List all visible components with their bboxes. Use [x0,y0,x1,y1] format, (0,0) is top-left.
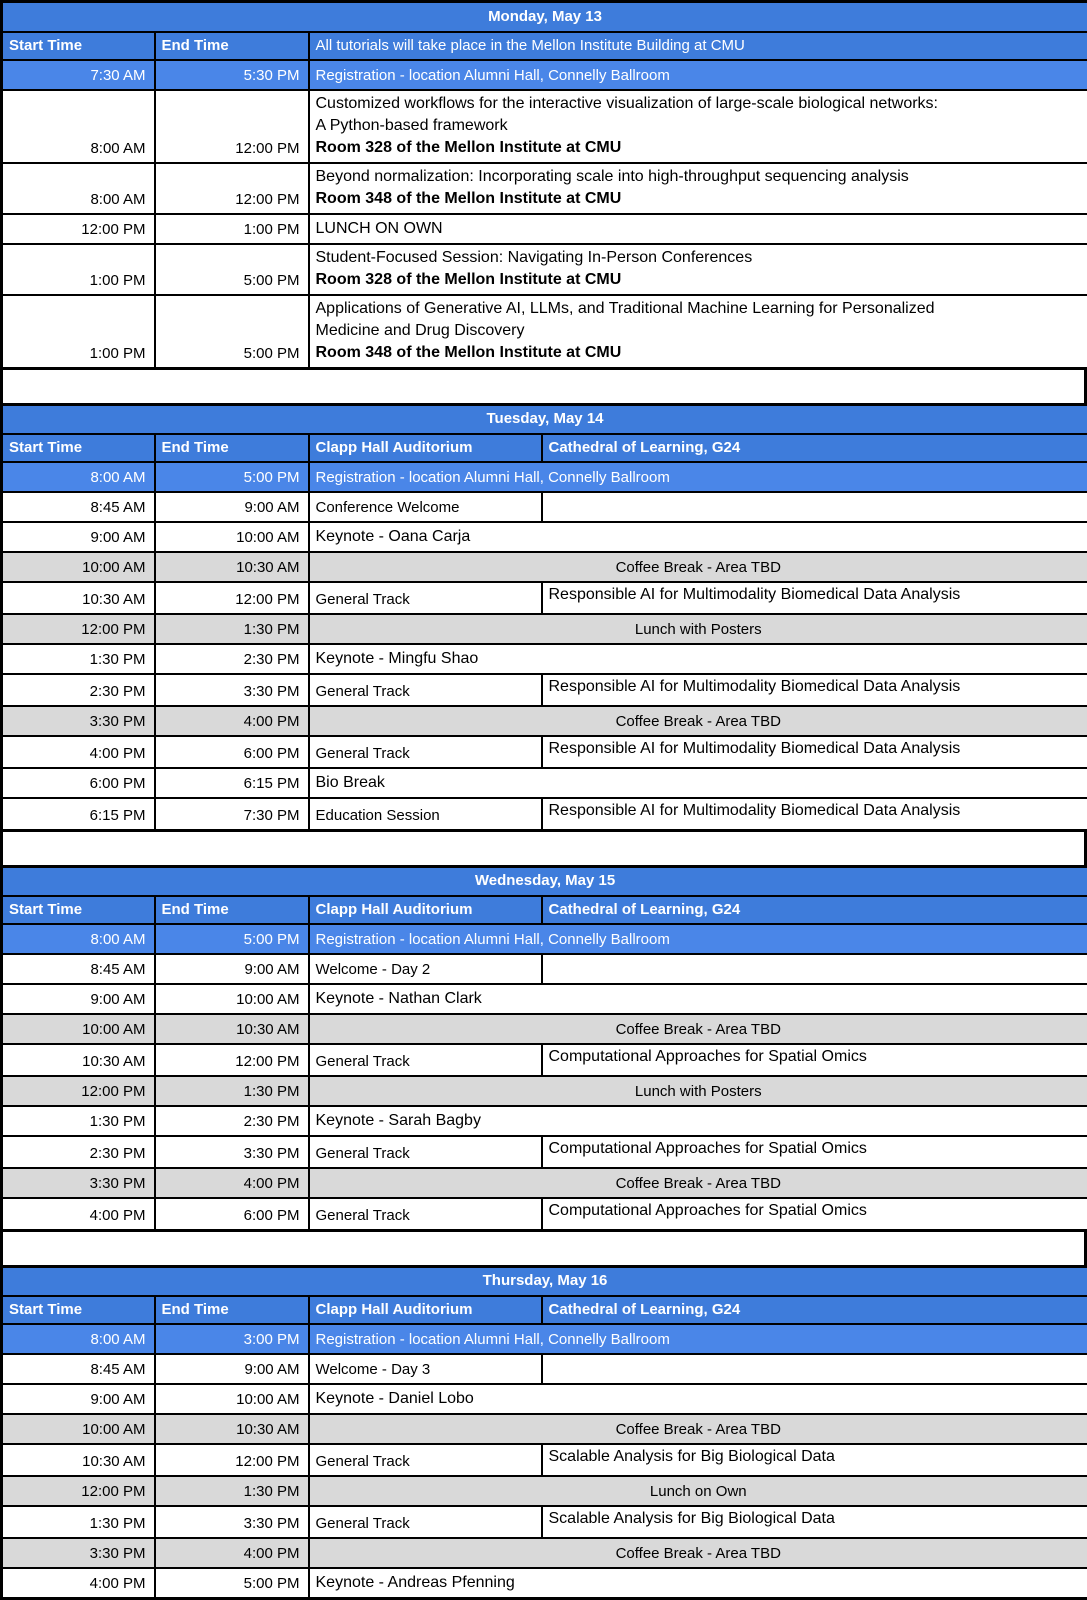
column-header-end-time: End Time [155,434,309,462]
empty-cell [542,1354,1087,1384]
schedule-row [2,462,1087,492]
event-line: Keynote - Oana Carja [316,526,1082,548]
schedule-row [2,1568,1087,1598]
empty-cell [542,954,1087,984]
start-time-cell: 9:00 AM [2,1384,155,1414]
schedule-row [2,736,1087,768]
break-label-cell: Coffee Break - Area TBD [309,552,1087,582]
start-time-cell: 3:30 PM [2,706,155,736]
start-time-cell: 7:30 AM [2,60,155,90]
clapp-event-cell: General Track [309,674,542,706]
table-gap [0,370,1087,403]
cathedral-topic-cell: Computational Approaches for Spatial Omics [542,1198,1087,1230]
schedule-row [2,954,1087,984]
cathedral-topic-cell: Responsible AI for Multimodality Biomedical Data Analysis [542,736,1087,768]
cathedral-topic-cell: Computational Approaches for Spatial Omics [542,1044,1087,1076]
end-time-cell: 5:00 PM [155,1568,309,1598]
day-title: Tuesday, May 14 [2,404,1087,434]
schedule-row [2,768,1087,798]
start-time-cell: 1:30 PM [2,1506,155,1538]
cathedral-topic-cell: Responsible AI for Multimodality Biomedical Data Analysis [542,798,1087,830]
event-cell [309,244,1087,295]
day-title: Thursday, May 16 [2,1266,1087,1296]
column-header-tutorials-note: All tutorials will take place in the Mellon Institute Building at CMU [309,32,1087,60]
clapp-event-cell: General Track [309,1198,542,1230]
event-cell [309,214,1087,244]
schedule-row [2,1168,1087,1198]
schedule-row [2,244,1087,295]
column-header-cathedral: Cathedral of Learning, G24 [542,1296,1087,1324]
end-time-cell: 10:30 AM [155,1014,309,1044]
schedule-row [2,1324,1087,1354]
schedule-row [2,552,1087,582]
end-time-cell: 6:00 PM [155,736,309,768]
end-time-cell: 1:00 PM [155,214,309,244]
column-header-end-time: End Time [155,1296,309,1324]
end-time-cell: 6:15 PM [155,768,309,798]
schedule-row [2,522,1087,552]
clapp-event-cell: Welcome - Day 2 [309,954,542,984]
end-time-cell: 4:00 PM [155,1168,309,1198]
day-table-wednesday [0,865,1087,1232]
clapp-event-cell: Welcome - Day 3 [309,1354,542,1384]
schedule-row [2,984,1087,1014]
event-line: Bio Break [316,772,1082,794]
end-time-cell: 12:00 PM [155,1444,309,1476]
end-time-cell: 1:30 PM [155,1076,309,1106]
end-time-cell: 5:30 PM [155,60,309,90]
schedule-row [2,163,1087,214]
schedule-row [2,1476,1087,1506]
start-time-cell: 10:00 AM [2,552,155,582]
end-time-cell: 9:00 AM [155,954,309,984]
schedule-row [2,674,1087,706]
start-time-cell: 4:00 PM [2,736,155,768]
cathedral-topic-cell: Scalable Analysis for Big Biological Data [542,1444,1087,1476]
start-time-cell: 10:30 AM [2,1444,155,1476]
start-time-cell: 1:00 PM [2,244,155,295]
clapp-event-cell: General Track [309,736,542,768]
schedule-row [2,1444,1087,1476]
start-time-cell: 1:30 PM [2,1106,155,1136]
event-cell [309,163,1087,214]
clapp-event-cell: Conference Welcome [309,492,542,522]
start-time-cell: 4:00 PM [2,1198,155,1230]
start-time-cell: 8:00 AM [2,1324,155,1354]
end-time-cell: 1:30 PM [155,1476,309,1506]
schedule-row [2,1106,1087,1136]
room-line: Room 348 of the Mellon Institute at CMU [316,188,1082,210]
column-header-clapp-hall: Clapp Hall Auditorium [309,434,542,462]
start-time-cell: 8:45 AM [2,492,155,522]
end-time-cell: 3:30 PM [155,1136,309,1168]
room-line: Room 348 of the Mellon Institute at CMU [316,342,1082,364]
end-time-cell: 6:00 PM [155,1198,309,1230]
end-time-cell: 5:00 PM [155,924,309,954]
schedule-row [2,1044,1087,1076]
start-time-cell: 3:30 PM [2,1538,155,1568]
start-time-cell: 8:00 AM [2,163,155,214]
end-time-cell: 5:00 PM [155,244,309,295]
end-time-cell: 2:30 PM [155,1106,309,1136]
column-header-cathedral: Cathedral of Learning, G24 [542,434,1087,462]
column-header-end-time: End Time [155,896,309,924]
schedule-row [2,1414,1087,1444]
event-cell [309,295,1087,369]
event-cell [309,1384,1087,1414]
break-label-cell: Coffee Break - Area TBD [309,706,1087,736]
clapp-event-cell: General Track [309,1044,542,1076]
schedule-row [2,706,1087,736]
event-line: Customized workflows for the interactive visualization of large-scale biological networks: [316,93,1082,115]
event-line: Beyond normalization: Incorporating scale into high-throughput sequencing analysis [316,166,1082,188]
table-gap [0,1232,1087,1265]
start-time-cell: 6:15 PM [2,798,155,830]
start-time-cell: 4:00 PM [2,1568,155,1598]
event-cell [309,768,1087,798]
start-time-cell: 8:45 AM [2,954,155,984]
event-line: A Python-based framework [316,115,1082,137]
column-header-clapp-hall: Clapp Hall Auditorium [309,1296,542,1324]
end-time-cell: 9:00 AM [155,492,309,522]
end-time-cell: 10:00 AM [155,522,309,552]
column-header-clapp-hall: Clapp Hall Auditorium [309,896,542,924]
clapp-event-cell: General Track [309,582,542,614]
day-table-tuesday [0,403,1087,832]
schedule-row [2,1506,1087,1538]
clapp-event-cell: General Track [309,1506,542,1538]
event-cell [309,522,1087,552]
event-line: Student-Focused Session: Navigating In-Person Conferences [316,247,1082,269]
column-header-cathedral: Cathedral of Learning, G24 [542,896,1087,924]
column-header-start-time: Start Time [2,1296,155,1324]
clapp-event-cell: Education Session [309,798,542,830]
start-time-cell: 8:00 AM [2,90,155,163]
break-label-cell: Lunch with Posters [309,614,1087,644]
end-time-cell: 7:30 PM [155,798,309,830]
break-label-cell: Lunch with Posters [309,1076,1087,1106]
start-time-cell: 12:00 PM [2,214,155,244]
schedule-row [2,214,1087,244]
schedule-row [2,295,1087,369]
start-time-cell: 8:00 AM [2,462,155,492]
schedule-row [2,1384,1087,1414]
clapp-event-cell: General Track [309,1136,542,1168]
break-label-cell: Coffee Break - Area TBD [309,1168,1087,1198]
end-time-cell: 12:00 PM [155,1044,309,1076]
schedule-row [2,798,1087,830]
schedule-row [2,1198,1087,1230]
schedule-row [2,1136,1087,1168]
start-time-cell: 1:00 PM [2,295,155,369]
start-time-cell: 2:30 PM [2,1136,155,1168]
event-line: Medicine and Drug Discovery [316,320,1082,342]
end-time-cell: 10:00 AM [155,984,309,1014]
column-header-start-time: Start Time [2,434,155,462]
event-cell [309,1568,1087,1598]
registration-cell: Registration - location Alumni Hall, Connelly Ballroom [309,1324,1087,1354]
event-cell [309,984,1087,1014]
start-time-cell: 12:00 PM [2,1076,155,1106]
schedule-row [2,1354,1087,1384]
column-header-end-time: End Time [155,32,309,60]
cathedral-topic-cell: Responsible AI for Multimodality Biomedical Data Analysis [542,674,1087,706]
day-title: Monday, May 13 [2,2,1087,32]
end-time-cell: 10:30 AM [155,552,309,582]
event-line: Keynote - Andreas Pfenning [316,1572,1082,1594]
end-time-cell: 4:00 PM [155,706,309,736]
schedule-row [2,582,1087,614]
event-line: Keynote - Daniel Lobo [316,1388,1082,1410]
start-time-cell: 8:00 AM [2,924,155,954]
end-time-cell: 3:30 PM [155,674,309,706]
end-time-cell: 12:00 PM [155,163,309,214]
event-line: Keynote - Sarah Bagby [316,1110,1082,1132]
cathedral-topic-cell: Scalable Analysis for Big Biological Data [542,1506,1087,1538]
event-line: Keynote - Nathan Clark [316,988,1082,1010]
start-time-cell: 1:30 PM [2,644,155,674]
end-time-cell: 12:00 PM [155,90,309,163]
room-line: Room 328 of the Mellon Institute at CMU [316,137,1082,159]
clapp-event-cell: General Track [309,1444,542,1476]
end-time-cell: 1:30 PM [155,614,309,644]
schedule-row [2,1538,1087,1568]
start-time-cell: 8:45 AM [2,1354,155,1384]
start-time-cell: 2:30 PM [2,674,155,706]
end-time-cell: 10:30 AM [155,1414,309,1444]
end-time-cell: 3:30 PM [155,1506,309,1538]
start-time-cell: 12:00 PM [2,614,155,644]
end-time-cell: 10:00 AM [155,1384,309,1414]
end-time-cell: 5:00 PM [155,295,309,369]
event-line: LUNCH ON OWN [316,218,1082,240]
day-table-monday [0,0,1087,370]
room-line: Room 328 of the Mellon Institute at CMU [316,269,1082,291]
end-time-cell: 2:30 PM [155,644,309,674]
start-time-cell: 10:30 AM [2,582,155,614]
end-time-cell: 3:00 PM [155,1324,309,1354]
schedule-row [2,492,1087,522]
cathedral-topic-cell: Responsible AI for Multimodality Biomedical Data Analysis [542,582,1087,614]
break-label-cell: Lunch on Own [309,1476,1087,1506]
registration-cell: Registration - location Alumni Hall, Connelly Ballroom [309,60,1087,90]
start-time-cell: 10:00 AM [2,1414,155,1444]
start-time-cell: 9:00 AM [2,984,155,1014]
end-time-cell: 4:00 PM [155,1538,309,1568]
start-time-cell: 12:00 PM [2,1476,155,1506]
schedule-row [2,1076,1087,1106]
break-label-cell: Coffee Break - Area TBD [309,1414,1087,1444]
empty-cell [542,492,1087,522]
column-header-start-time: Start Time [2,32,155,60]
schedule-row [2,614,1087,644]
start-time-cell: 10:00 AM [2,1014,155,1044]
schedule-row [2,90,1087,163]
end-time-cell: 5:00 PM [155,462,309,492]
schedule-row [2,644,1087,674]
start-time-cell: 9:00 AM [2,522,155,552]
registration-cell: Registration - location Alumni Hall, Connelly Ballroom [309,924,1087,954]
day-table-thursday [0,1265,1087,1600]
end-time-cell: 12:00 PM [155,582,309,614]
event-cell [309,644,1087,674]
start-time-cell: 3:30 PM [2,1168,155,1198]
registration-cell: Registration - location Alumni Hall, Connelly Ballroom [309,462,1087,492]
event-line: Keynote - Mingfu Shao [316,648,1082,670]
end-time-cell: 9:00 AM [155,1354,309,1384]
schedule-row [2,924,1087,954]
event-line: Applications of Generative AI, LLMs, and Traditional Machine Learning for Personalized [316,298,1082,320]
event-cell [309,90,1087,163]
table-gap [0,832,1087,865]
event-cell [309,1106,1087,1136]
schedule-row [2,1014,1087,1044]
day-title: Wednesday, May 15 [2,866,1087,896]
break-label-cell: Coffee Break - Area TBD [309,1014,1087,1044]
cathedral-topic-cell: Computational Approaches for Spatial Omics [542,1136,1087,1168]
start-time-cell: 10:30 AM [2,1044,155,1076]
schedule-row [2,60,1087,90]
break-label-cell: Coffee Break - Area TBD [309,1538,1087,1568]
column-header-start-time: Start Time [2,896,155,924]
start-time-cell: 6:00 PM [2,768,155,798]
